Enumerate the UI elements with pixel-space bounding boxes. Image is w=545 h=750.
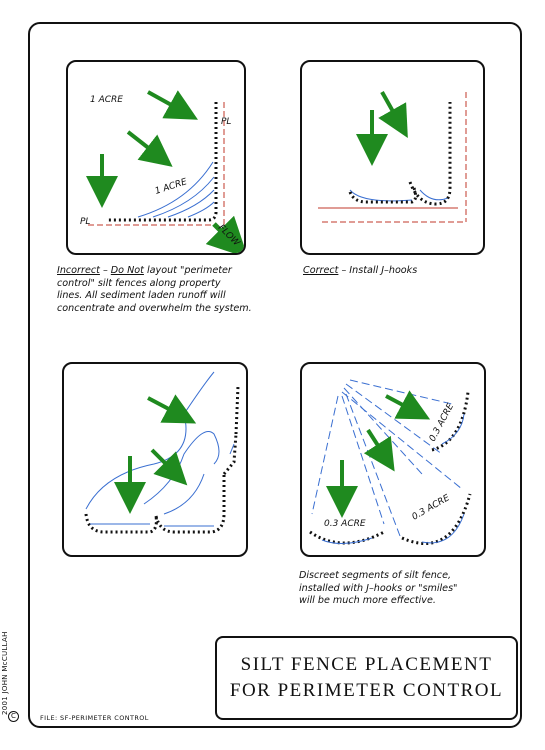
caption-discreet-text: installed with J–hooks or "smiles" [299, 582, 458, 594]
flow-arrow-icon [128, 132, 160, 157]
incorrect-diagram [68, 62, 246, 255]
silt-fence-icon [86, 514, 156, 532]
concentration-diagram [64, 364, 248, 557]
copyright-icon: C [8, 711, 19, 722]
caption-correct-text: – Install J–hooks [338, 265, 418, 276]
caption-correct [303, 265, 417, 278]
panel-incorrect [66, 60, 246, 255]
correct-diagram [302, 62, 485, 255]
panel-discreet-segments [300, 362, 486, 557]
water-line-icon [188, 202, 214, 217]
file-name: FILE: SF-PERIMETER CONTROL [40, 714, 149, 722]
flow-arrow-icon [148, 398, 182, 416]
water-line-icon [312, 380, 462, 536]
flow-arrow-icon [368, 430, 386, 458]
silt-fence-icon [236, 386, 238, 434]
flow-arrow-icon [382, 92, 400, 124]
acre-label-top: 1 ACRE [90, 95, 123, 105]
acre-label-a: 0.3 ACRE [427, 402, 457, 444]
water-line-icon [350, 190, 412, 201]
flow-label: FLOW [215, 223, 242, 249]
panel-correct [300, 60, 485, 255]
acre-label-b: 0.3 ACRE [324, 519, 366, 529]
title-line-2: FOR PERIMETER CONTROL [229, 680, 504, 701]
water-line-icon [168, 190, 214, 217]
caption-discreet-text: Discreet segments of silt fence, [299, 570, 452, 581]
flow-arrow-icon [386, 396, 416, 412]
water-line-icon [144, 432, 219, 505]
flow-arrow-icon [148, 92, 184, 112]
pl-label-left: PL [80, 217, 91, 227]
caption-correct-label: Correct [303, 265, 339, 276]
title-block [215, 636, 518, 720]
author-credit: 2001 JOHN McCULLAH [1, 631, 9, 715]
caption-discreet [299, 570, 499, 608]
silt-fence-icon [156, 474, 224, 532]
pl-label-top: PL [221, 117, 232, 127]
caption-incorrect-text: control" silt fences along property [57, 277, 221, 289]
panel-problem-concentrated [62, 362, 248, 557]
silt-fence-icon [310, 532, 384, 543]
segments-diagram [302, 364, 486, 557]
water-line-icon [90, 444, 234, 526]
title-line-1: SILT FENCE PLACEMENT [240, 654, 493, 675]
silt-fence-icon [350, 188, 416, 202]
caption-incorrect-text: lines. All sediment laden runoff will [57, 290, 226, 301]
caption-incorrect [57, 265, 292, 315]
silt-fence-icon [410, 102, 450, 204]
caption-do-not: Do Not [110, 265, 144, 276]
caption-discreet-text: will be much more effective. [299, 595, 436, 606]
caption-incorrect-text: layout "perimeter [143, 265, 232, 276]
caption-incorrect-label: Incorrect [57, 265, 100, 276]
water-line-icon [420, 190, 448, 200]
flow-arrow-icon [152, 450, 176, 474]
acre-label-mid: 1 ACRE [153, 177, 189, 197]
caption-incorrect-text: concentrate and overwhelm the system. [57, 302, 252, 314]
caption-dash: – [99, 265, 111, 276]
acre-label-c: 0.3 ACRE [410, 493, 452, 523]
